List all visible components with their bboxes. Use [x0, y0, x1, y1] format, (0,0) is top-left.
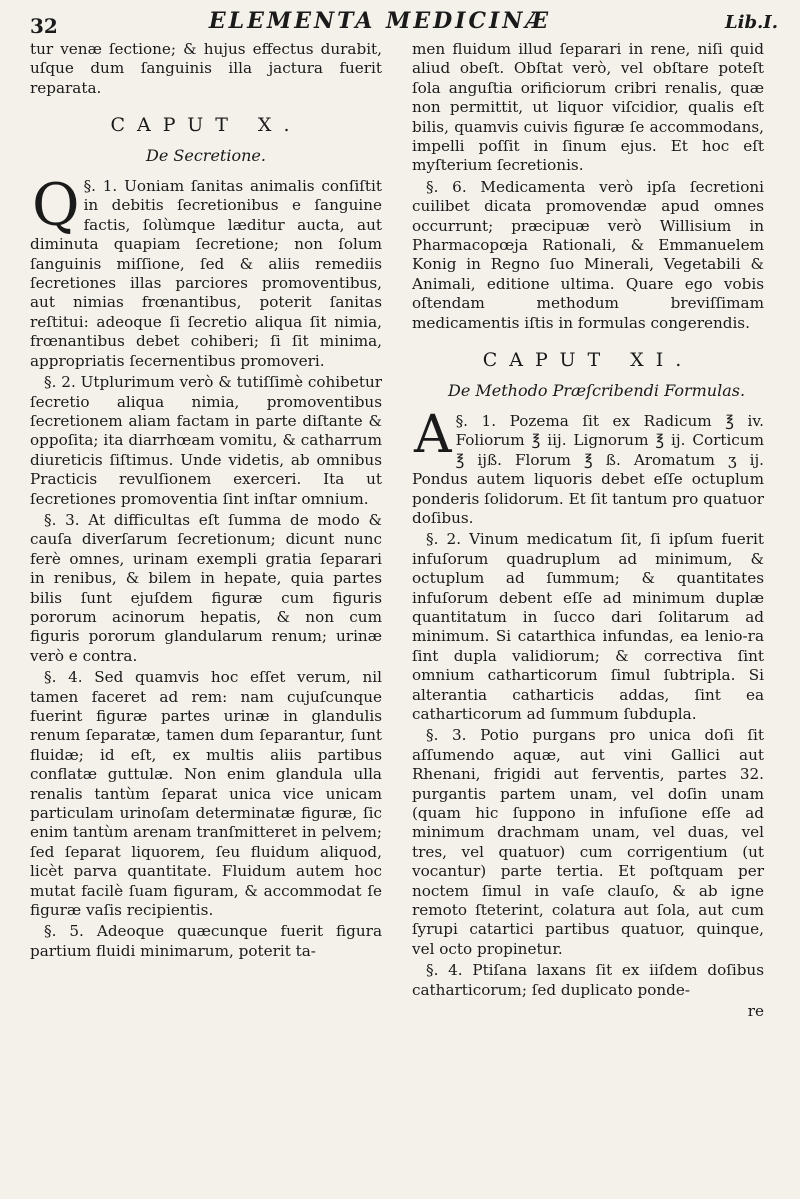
- book-number: Lib.I.: [724, 12, 778, 33]
- recipe-section-3-paragraph: §. 3. Potio purgans pro unica doſi ſit aſſumendo aquæ, aut vini Gallici aut Rhenani, frigidi aut ferventis, partes 32. purgantis partem unam, vel doſin unam (quam hic ſuppono in infuſione eſſe ad minimum drachmam unam, vel duas, vel tres, vel quatuor) cum corrigentium (ut vocantur) parte tertia. Et poſtquam per noctem ſimul in vaſe clauſo, & ab igne remoto ſteterint, colatura aut ſola, aut cum ſyrupi catartici partibus quatuor, quinque, vel octo propinetur.: [412, 726, 764, 958]
- drop-cap-a: A: [414, 404, 452, 465]
- section-5-paragraph: §. 5. Adeoque quæcunque fuerit figura partium fluidi minimarum, poterit ta-: [30, 922, 382, 960]
- recipe-section-4-paragraph: §. 4. Ptiſana laxans ſit ex iiſdem doſibus catharticorum; ſed duplicato ponde-: [412, 961, 764, 999]
- running-title: ELEMENTA MEDICINÆ: [208, 8, 552, 34]
- chapter-heading-xi: CAPUT XI.: [482, 349, 694, 372]
- section-4-paragraph: §. 4. Sed quamvis hoc eſſet verum, nil tamen faceret ad rem: nam cujuſcunque fuerint figuræ partes urinæ in glandulis renum ſeparatæ, tamen dum ſeparantur, ſunt fluidæ; id eſt, ex multis aliis partibus conflatæ guttulæ. Non enim glandula ulla renalis tantùm ſeparat unica vice unicam particulam urinoſam determinatæ figuræ, ſic enim tantùm arenam tranſmitteret in pelvem; ſed ſeparat liquorem, ſeu fluidum aliquod, licèt parva quantitate. Fluidum autem hoc mutat facilè ſuam figuram, & accommodat ſe figuræ vaſis recipientis.: [30, 668, 382, 920]
- right-column: [412, 40, 764, 1022]
- section-1-number: §. 1.: [83, 177, 118, 196]
- section-2-paragraph: §. 2. Utplurimum verò & tutiſſimè cohibetur ſecretio aliqua nimia, promoventibus ſecretionem aliam factam in parte diſtante & oppoſita; ita diarrhœam vomitu, & catharrum diureticis ſiſtimus. Unde videtis, ab omnibus Practicis revulſionem exerceri. Ita ut ſecretiones promoventia ſint inſtar omnium.: [30, 373, 382, 508]
- section-6-paragraph: §. 6. Medicamenta verò ipſa ſecretioni cuilibet dicata promovendæ apud omnes occurrunt; præcipuæ verò Willisium in Pharmacopœja Rationali, & Emmanuelem Konig in Regno ſuo Minerali, Vegetabili & Animali, editione ultima. Quare ego vobis oſtendam methodum breviſſimam medicamentis iſtis in formulas congerendis.: [412, 177, 764, 332]
- recipe-section-1-paragraph: [412, 404, 765, 528]
- chapter-title-x: De Secretione.: [146, 145, 266, 165]
- right-continuation-text: men fluidum illud ſeparari in rene, niſi quid aliud obeſt. Obſtat verò, vel obſtare poteſt ſola anguſtia orificiorum cribri renalis, quæ non permittit, ut liquor viſcidior, qualis eſt bilis, quamvis cuivis figuræ ſe accommodans, impelli poſſit in ſinum ejus. Et hoc eſt myſterium ſecretionis.: [412, 40, 764, 175]
- drop-cap-q: Q: [32, 171, 80, 240]
- catchword: re: [747, 1002, 764, 1021]
- section-3-paragraph: §. 3. At difficultas eſt ſumma de modo & cauſa diverſarum ſecretionum; dicunt nunc ferè omnes, urinam exempli gratia ſeparari in renibus, & bilem in hepate, quia partes bilis ſunt ejuſdem figuræ cum figuris pororum acinorum hepatis, & non cum figuris pororum glandularum renum; urinæ verò e contra.: [30, 510, 382, 665]
- section-1-paragraph: [30, 171, 382, 371]
- running-header: [30, 8, 790, 38]
- chapter-title-xi: De Methodo Præſcribendi Formulas.: [448, 380, 746, 400]
- chapter-heading-x: CAPUT X.: [110, 114, 302, 137]
- recipe-section-1-number: §. 1.: [455, 411, 497, 430]
- section-1-text: Uoniam ſanitas animalis conſiſtit in debitis ſecretionibus e ſanguine factis, ſolùmque læditur aucta, aut diminuta quapiam ſecretione; non ſolum ſanguinis miſſione, ſed & aliis remediis ſecretiones illas parciores promoventibus, aut nimias frœnantibus, poterit ſanitas reſtitui: adeoque ſi ſecretio aliqua ſit nimia, frœnantibus debet cohiberi; ſi ſit minima, appropriatis ſecernentibus promoveri.: [30, 177, 382, 370]
- recipe-section-1-text: Pozema ſit ex Radicum ℥ iv. Foliorum ℥ iij. Lignorum ℥ ij. Corticum ℥ ijß. Florum ℥ ß. Aromatum ʒ ij. Pondus autem liquoris debet eſſe octuplum ponderis ſolidorum. Et ſit tantum pro quatuor doſibus.: [412, 411, 765, 527]
- left-column: [30, 40, 382, 963]
- left-continuation-text: tur venæ ſectione; & hujus effectus durabit, uſque dum ſanguinis illa jactura fuerit reparata.: [30, 40, 382, 97]
- page-number: 32: [30, 14, 58, 38]
- recipe-section-2-paragraph: §. 2. Vinum medicatum ſit, ſi ipſum fuerit infuſorum quadruplum ad minimum, & octuplum ad ſummum; & quantitates infuſorum debent eſſe ad minimum duplæ quantitatum in ſucco dari ſolitarum ad minimum. Si catarthica infundas, ea lenio-ra ſint dupla validiorum; & correctiva ſint omnium catharticorum ſimul ſubtripla. Si alterantia catharticis addas, ſint ea catharticorum ad ſummum ſubdupla.: [412, 530, 764, 723]
